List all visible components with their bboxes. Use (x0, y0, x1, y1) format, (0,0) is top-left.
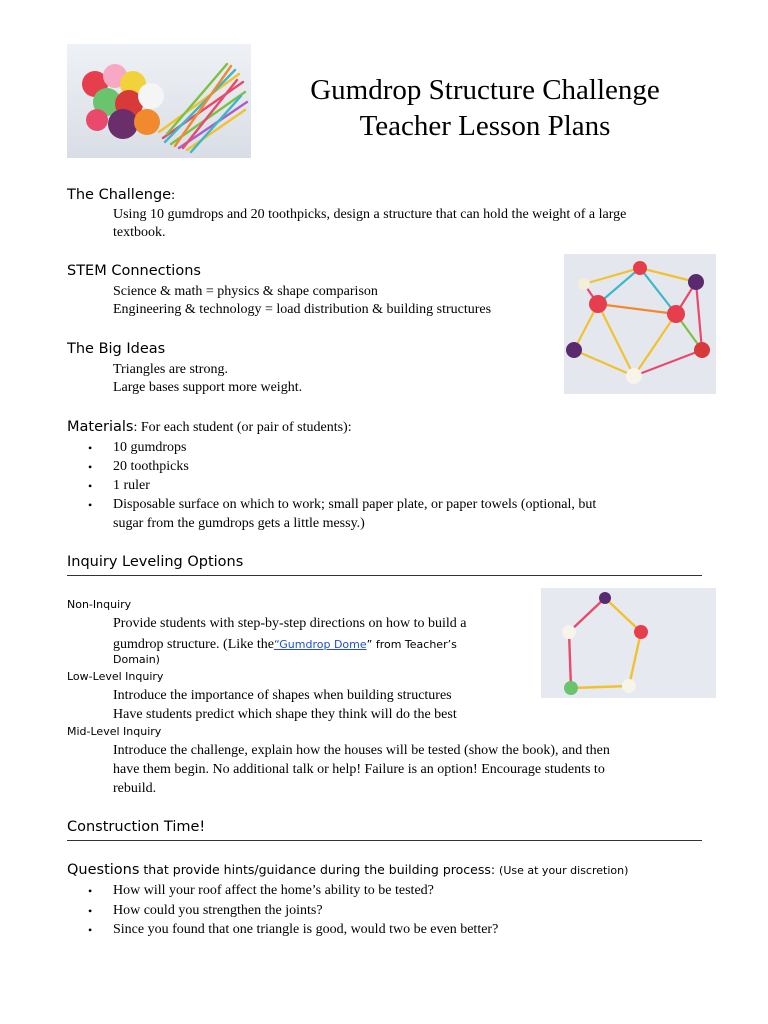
materials-heading: Materials (67, 419, 134, 435)
big-ideas-line-2: Large bases support more weight. (113, 380, 303, 395)
non-inquiry-line-1: Provide students with step-by-step directions on how to build a (113, 616, 467, 631)
mid-inquiry-label: Mid-Level Inquiry (67, 725, 162, 738)
question-item: How could you strengthen the joints? (113, 903, 323, 918)
stem-line-2: Engineering & technology = load distribution & building structures (113, 302, 492, 317)
section-divider (67, 575, 702, 576)
bullet-icon: • (88, 498, 93, 512)
inquiry-heading: Inquiry Leveling Options (67, 554, 244, 570)
materials-item: Disposable surface on which to work; small paper plate, or paper towels (optional, but (113, 497, 597, 512)
mid-inquiry-line-3: rebuild. (113, 781, 157, 796)
questions-intro: that provide hints/guidance during the building process: (139, 862, 500, 877)
mid-inquiry-line-2: have them begin. No additional talk or help! Failure is an option! Encourage students to (113, 762, 605, 777)
low-inquiry-line-2: Have students predict which shape they think will do the best (113, 707, 457, 722)
bullet-icon: • (88, 923, 93, 937)
challenge-colon: : (171, 188, 175, 203)
non-inquiry-line-3: Domain) (113, 653, 160, 666)
bullet-icon: • (88, 904, 93, 918)
gumdrops-toothpicks-photo (67, 44, 251, 158)
non-inquiry-line-2 (113, 635, 457, 653)
challenge-heading: The Challenge (67, 187, 172, 203)
low-inquiry-label: Low-Level Inquiry (67, 670, 164, 683)
stem-heading: STEM Connections (67, 263, 201, 279)
pentagon-structure-photo (541, 588, 716, 698)
bullet-icon: • (88, 460, 93, 474)
stem-line-1: Science & math = physics & shape comparison (113, 284, 378, 299)
challenge-text-line-1: Using 10 gumdrops and 20 toothpicks, design a structure that can hold the weight of a large (113, 207, 627, 222)
materials-item-continued: sugar from the gumdrops gets a little messy.) (113, 516, 365, 531)
title-line-2: Teacher Lesson Plans (359, 110, 611, 142)
gumdrop-dome-link[interactable]: “Gumdrop Dome (273, 638, 367, 651)
bullet-icon: • (88, 884, 93, 898)
question-item: How will your roof affect the home’s ability to be tested? (113, 883, 434, 898)
materials-intro: : For each student (or pair of students): (133, 420, 352, 435)
materials-item: 20 toothpicks (113, 459, 189, 474)
bullet-icon: • (88, 441, 93, 455)
materials-item: 1 ruler (113, 478, 150, 493)
challenge-section (67, 186, 175, 204)
non-inquiry-source: ” from Teacher’s (366, 638, 457, 651)
mid-inquiry-line-1: Introduce the challenge, explain how the houses will be tested (show the book), and then (113, 743, 610, 758)
big-ideas-heading: The Big Ideas (67, 341, 166, 357)
gumdrop-dome-photo (564, 254, 716, 394)
question-item: Since you found that one triangle is good, would two be even better? (113, 922, 499, 937)
questions-section (67, 861, 628, 879)
low-inquiry-line-1: Introduce the importance of shapes when building structures (113, 688, 452, 703)
non-inquiry-text: gumdrop structure. (Like the (113, 637, 274, 652)
construction-heading: Construction Time! (67, 819, 206, 835)
bullet-icon: • (88, 479, 93, 493)
materials-section (67, 418, 352, 436)
materials-item: 10 gumdrops (113, 440, 187, 455)
title-line-1: Gumdrop Structure Challenge (310, 74, 660, 106)
challenge-text-line-2: textbook. (113, 225, 166, 240)
non-inquiry-label: Non-Inquiry (67, 598, 132, 611)
big-ideas-line-1: Triangles are strong. (113, 362, 228, 377)
questions-note: (Use at your discretion) (499, 864, 629, 877)
questions-heading: Questions (67, 862, 140, 878)
section-divider (67, 840, 702, 841)
